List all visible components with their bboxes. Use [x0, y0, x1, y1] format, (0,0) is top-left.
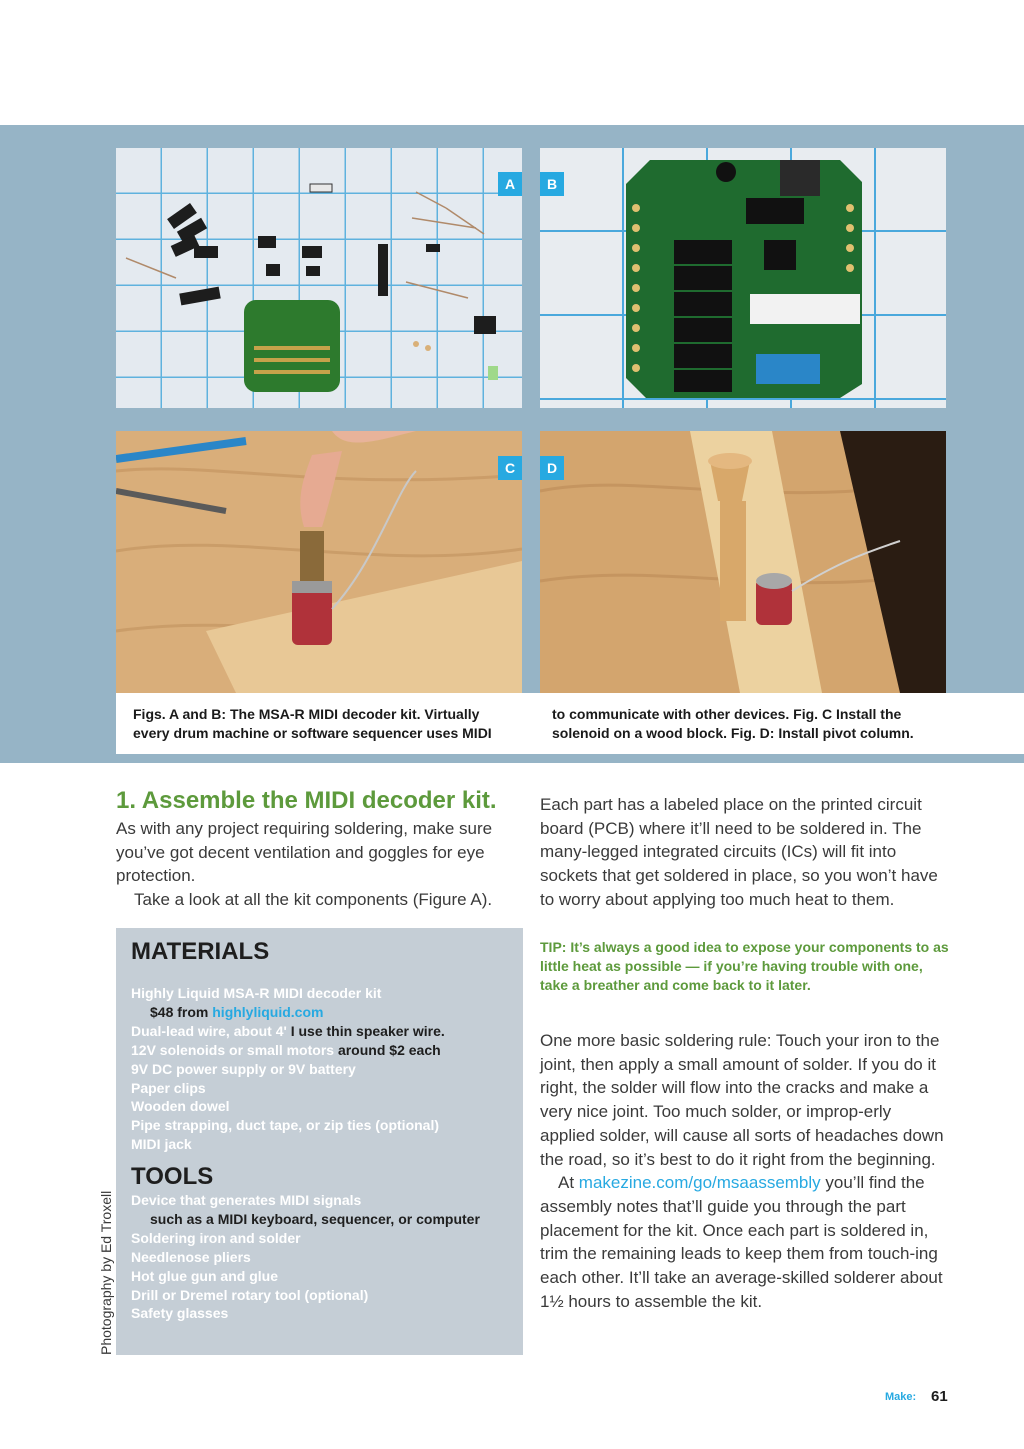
figure-a-photo — [116, 148, 522, 408]
material-note: I use thin speaker wire. — [286, 1022, 445, 1039]
material-name: 9V DC power supply or 9V battery — [131, 1060, 356, 1077]
tool-item — [131, 1286, 516, 1305]
make-brand: Make: — [885, 1391, 917, 1403]
highlyliquid-link[interactable]: highlyliquid.com — [212, 1003, 324, 1020]
tool-item — [131, 1229, 516, 1248]
step-heading: 1. Assemble the MIDI decoder kit. — [116, 787, 497, 814]
tool-item — [131, 1267, 516, 1286]
material-name: Paper clips — [131, 1079, 206, 1096]
page-number: 61 — [931, 1388, 948, 1405]
material-name: Highly Liquid MSA-R MIDI decoder kit — [131, 985, 382, 1001]
figure-d-photo — [540, 431, 946, 693]
materials-list — [131, 984, 516, 1154]
material-item — [131, 1022, 516, 1041]
tool-name: Drill or Dremel rotary tool (optional) — [131, 1286, 369, 1303]
caption-line: Figs. A and B: The MSA-R MIDI decoder kit. Virtually — [133, 706, 480, 722]
tools-list — [131, 1191, 516, 1323]
figure-caption — [116, 693, 1024, 754]
material-price: $48 from — [150, 1003, 213, 1020]
assembly-notes-link[interactable]: makezine.com/go/msaassembly — [578, 1173, 821, 1193]
figure-a-badge: A — [498, 172, 522, 196]
caption-left — [133, 705, 492, 743]
intro-paragraph: As with any project requiring soldering, make sure you’ve got decent ventilation and goggles for eye protection. — [116, 819, 493, 886]
tip-text: TIP: It’s always a good idea to expose your components to as little heat as possible — if you’re having trouble with one, take a breather and come back to it later. — [540, 939, 949, 993]
material-item — [131, 1079, 516, 1098]
materials-sidebar — [116, 928, 523, 1355]
caption-line: solenoid on a wood block. Fig. D: Install pivot column. — [552, 725, 914, 741]
tools-title: TOOLS — [131, 1163, 214, 1190]
soldering-rule-paragraph: One more basic soldering rule: Touch your iron to the joint, then apply a small amount of solder. If you do it right, the solder will flow into the cracks and make a very nice joint. Too much solder, or improp-erly applied solder, will cause all sorts of headaches down the road, so it’s best to do it right from the beginning. — [540, 1031, 944, 1169]
caption-line: every drum machine or software sequencer uses MIDI — [133, 725, 492, 741]
material-item — [131, 1135, 516, 1154]
tool-name: Soldering iron and solder — [131, 1229, 301, 1246]
caption-line: to communicate with other devices. Fig. C Install the — [552, 706, 902, 722]
figure-c-photo — [116, 431, 522, 693]
material-item — [131, 1041, 516, 1060]
components-paragraph: Take a look at all the kit components (Figure A). — [134, 890, 493, 910]
assembly-text-end: you’ll find the assembly notes that’ll guide you through the part placement for the kit. Once each part is soldered in, trim the remaining leads to keep them from touch-ing each other. It’ll take an average-skilled solderer about 1½ hours to assemble the kit. — [540, 1173, 943, 1311]
figure-b-photo — [540, 148, 946, 408]
material-name: Wooden dowel — [131, 1098, 230, 1115]
figure-d-badge: D — [540, 456, 564, 480]
figure-c-badge: C — [498, 456, 522, 480]
material-note: around $2 each — [334, 1041, 441, 1058]
right-column-text — [540, 1029, 950, 1313]
material-item — [131, 1097, 516, 1116]
material-name: MIDI jack — [131, 1136, 192, 1153]
material-item-detail — [131, 1003, 516, 1022]
pcb-paragraph: Each part has a labeled place on the printed circuit board (PCB) where it’ll need to be soldered in. The many-legged integrated circuits (ICs) will fit into sockets that get soldered in place, so you won’t have to worry about applying too much heat to them. — [540, 795, 938, 909]
material-item — [131, 1060, 516, 1079]
tool-item — [131, 1191, 516, 1210]
caption-right — [552, 705, 914, 743]
tool-item — [131, 1248, 516, 1267]
tool-item-detail: such as a MIDI keyboard, sequencer, or computer — [150, 1210, 480, 1227]
figure-b-badge: B — [540, 172, 564, 196]
tool-name: Safety glasses — [131, 1305, 229, 1322]
materials-title: MATERIALS — [131, 938, 270, 965]
tool-name: Device that generates MIDI signals — [131, 1192, 362, 1208]
left-column-text — [116, 817, 516, 912]
tool-item — [131, 1304, 516, 1323]
photo-credit: Photography by Ed Troxell — [98, 1190, 114, 1355]
material-item — [131, 1116, 516, 1135]
material-item — [131, 984, 516, 1003]
assembly-notes-paragraph — [540, 1171, 950, 1313]
tool-name: Hot glue gun and glue — [131, 1267, 278, 1284]
material-name: Dual-lead wire, about 4' — [131, 1022, 287, 1039]
assembly-text-start: At — [558, 1173, 579, 1193]
tool-name: Needlenose pliers — [131, 1248, 251, 1265]
material-name: Pipe strapping, duct tape, or zip ties (optional) — [131, 1117, 440, 1134]
material-name: 12V solenoids or small motors — [131, 1041, 335, 1058]
